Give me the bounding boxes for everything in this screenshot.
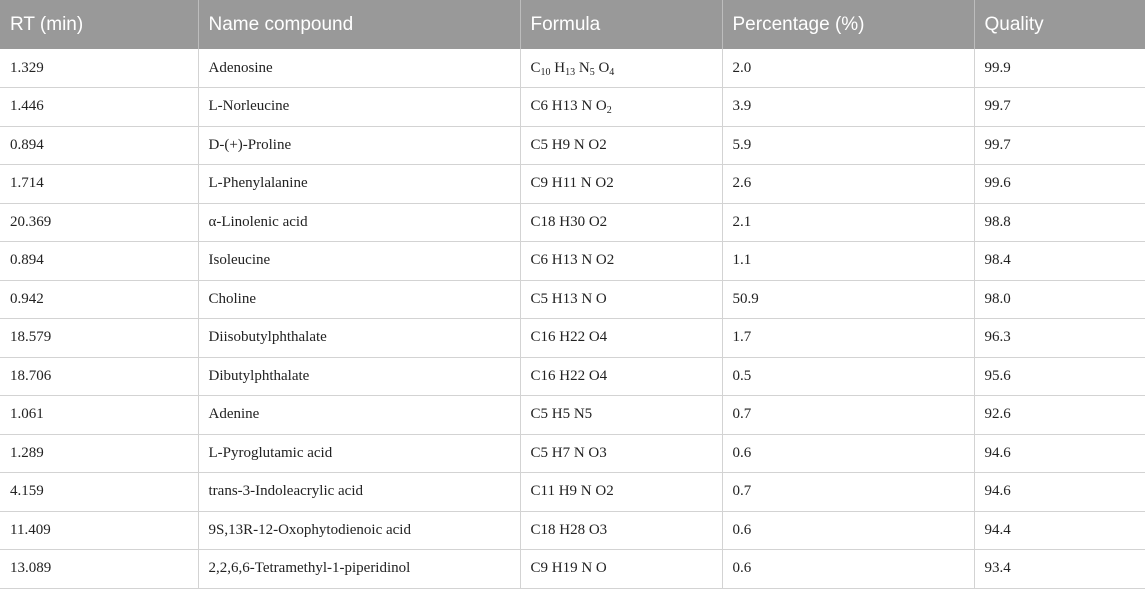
percentage-cell: 1.7 [722,319,974,358]
rt-cell: 4.159 [0,473,198,512]
name-cell: 2,2,6,6-Tetramethyl-1-piperidinol [198,550,520,589]
formula-cell [520,242,722,281]
percentage-cell: 2.6 [722,165,974,204]
quality-cell: 99.7 [974,88,1145,127]
rt-cell: 18.706 [0,357,198,396]
name-cell: Diisobutylphthalate [198,319,520,358]
name-cell: L-Phenylalanine [198,165,520,204]
percentage-cell: 2.1 [722,203,974,242]
quality-cell: 98.4 [974,242,1145,281]
quality-cell: 98.0 [974,280,1145,319]
formula-cell [520,473,722,512]
formula-text: C16 H22 O4 [530,329,608,346]
quality-cell: 95.6 [974,357,1145,396]
table-row [0,511,1145,550]
table-row [0,396,1145,435]
formula-text: C5 H7 N O3 [530,444,607,461]
percentage-cell: 0.6 [722,550,974,589]
formula-cell [520,280,722,319]
table-row [0,550,1145,589]
table-row [0,280,1145,319]
header-row [0,0,1145,49]
formula-cell [520,88,722,127]
formula-text: C9 H19 N O [530,560,607,577]
percentage-cell: 3.9 [722,88,974,127]
formula-text: H [550,59,566,76]
formula-subscript: 5 [589,66,595,78]
percentage-cell: 1.1 [722,242,974,281]
formula-subscript: 10 [540,66,551,78]
quality-cell: 94.6 [974,473,1145,512]
formula-text: C6 H13 N O [530,98,607,115]
quality-cell: 99.6 [974,165,1145,204]
formula-text: C5 H9 N O2 [530,136,607,153]
rt-cell: 1.061 [0,396,198,435]
header-name-compound: Name compound [198,0,520,49]
percentage-cell: 0.7 [722,473,974,512]
formula-text: N [575,59,590,76]
quality-cell: 98.8 [974,203,1145,242]
formula-text: C5 H13 N O [530,290,607,307]
formula-cell [520,511,722,550]
name-cell: L-Norleucine [198,88,520,127]
header-formula: Formula [520,0,722,49]
formula-cell [520,49,722,88]
formula-cell [520,357,722,396]
formula-subscript: 13 [565,66,576,78]
rt-cell: 1.714 [0,165,198,204]
name-cell: α-Linolenic acid [198,203,520,242]
header-rt: RT (min) [10,13,84,35]
formula-cell [520,396,722,435]
name-cell: Isoleucine [198,242,520,281]
header-quality: Quality [974,0,1145,49]
rt-cell: 1.329 [0,49,198,88]
rt-cell: 1.289 [0,434,198,473]
name-cell: D-(+)-Proline [198,126,520,165]
table-row [0,434,1145,473]
formula-text: C11 H9 N O2 [530,483,614,500]
formula-subscript: 4 [609,66,615,78]
formula-subscript: 2 [606,105,612,117]
table-row [0,319,1145,358]
name-cell: Dibutylphthalate [198,357,520,396]
rt-cell: 0.894 [0,126,198,165]
formula-text: C16 H22 O4 [530,367,608,384]
formula-text: C [530,59,541,76]
table-row [0,165,1145,204]
formula-text: C18 H28 O3 [530,521,608,538]
percentage-cell: 0.6 [722,511,974,550]
name-cell: 9S,13R-12-Oxophytodienoic acid [198,511,520,550]
formula-cell [520,165,722,204]
formula-text: O [594,59,610,76]
name-cell: Adenine [198,396,520,435]
formula-text: C9 H11 N O2 [530,175,614,192]
rt-cell: 0.942 [0,280,198,319]
percentage-cell: 0.6 [722,434,974,473]
formula-cell [520,126,722,165]
formula-cell [520,319,722,358]
table-row [0,49,1145,88]
rt-cell: 18.579 [0,319,198,358]
percentage-cell: 50.9 [722,280,974,319]
table-row [0,242,1145,281]
table-row [0,203,1145,242]
formula-cell [520,434,722,473]
table-row [0,126,1145,165]
percentage-cell: 0.5 [722,357,974,396]
table-row [0,473,1145,512]
name-cell: L-Pyroglutamic acid [198,434,520,473]
name-cell: Adenosine [198,49,520,88]
table-header [0,0,1145,49]
formula-cell [520,550,722,589]
rt-cell: 13.089 [0,550,198,589]
header-percentage: Percentage (%) [722,0,974,49]
table-row [0,88,1145,127]
rt-cell: 20.369 [0,203,198,242]
table-body [0,49,1145,588]
quality-cell: 96.3 [974,319,1145,358]
quality-cell: 99.9 [974,49,1145,88]
percentage-cell: 2.0 [722,49,974,88]
quality-cell: 92.6 [974,396,1145,435]
quality-cell: 93.4 [974,550,1145,589]
formula-cell [520,203,722,242]
quality-cell: 99.7 [974,126,1145,165]
table-row [0,357,1145,396]
rt-cell: 0.894 [0,242,198,281]
formula-text: C5 H5 N5 [530,406,593,423]
quality-cell: 94.6 [974,434,1145,473]
percentage-cell: 5.9 [722,126,974,165]
quality-cell: 94.4 [974,511,1145,550]
formula-text: C18 H30 O2 [530,213,608,230]
name-cell: trans-3-Indoleacrylic acid [198,473,520,512]
formula-text: C6 H13 N O2 [530,252,615,269]
percentage-cell: 0.7 [722,396,974,435]
rt-cell: 1.446 [0,88,198,127]
name-cell: Choline [198,280,520,319]
rt-cell: 11.409 [0,511,198,550]
